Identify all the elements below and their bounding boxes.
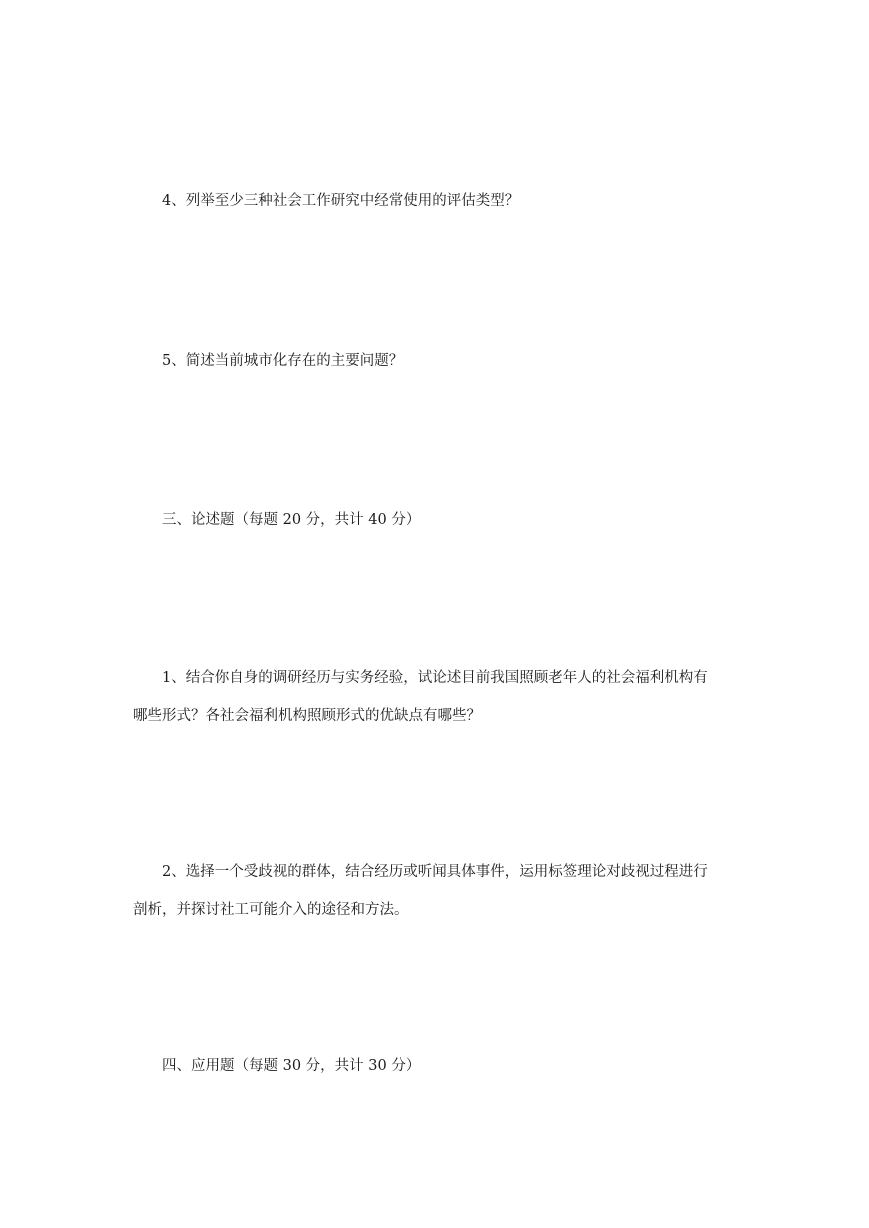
question-4: 4、列举至少三种社会工作研究中经常使用的评估类型？	[162, 193, 520, 209]
section-4-heading: 四、应用题（每题 30 分，共计 30 分）	[162, 1058, 421, 1074]
section-3-heading: 三、论述题（每题 20 分，共计 40 分）	[162, 512, 421, 528]
essay-question-2-line-2: 剖析，并探讨社工可能介入的途径和方法。	[133, 902, 409, 918]
question-5: 5、简述当前城市化存在的主要问题？	[162, 353, 404, 369]
essay-question-2-line-1: 2、选择一个受歧视的群体，结合经历或听闻具体事件，运用标签理论对歧视过程进行	[162, 864, 708, 880]
essay-question-1-line-2: 哪些形式？各社会福利机构照顾形式的优缺点有哪些？	[133, 708, 481, 724]
essay-question-1-line-1: 1、结合你自身的调研经历与实务经验，试论述目前我国照顾老年人的社会福利机构有	[162, 670, 708, 686]
